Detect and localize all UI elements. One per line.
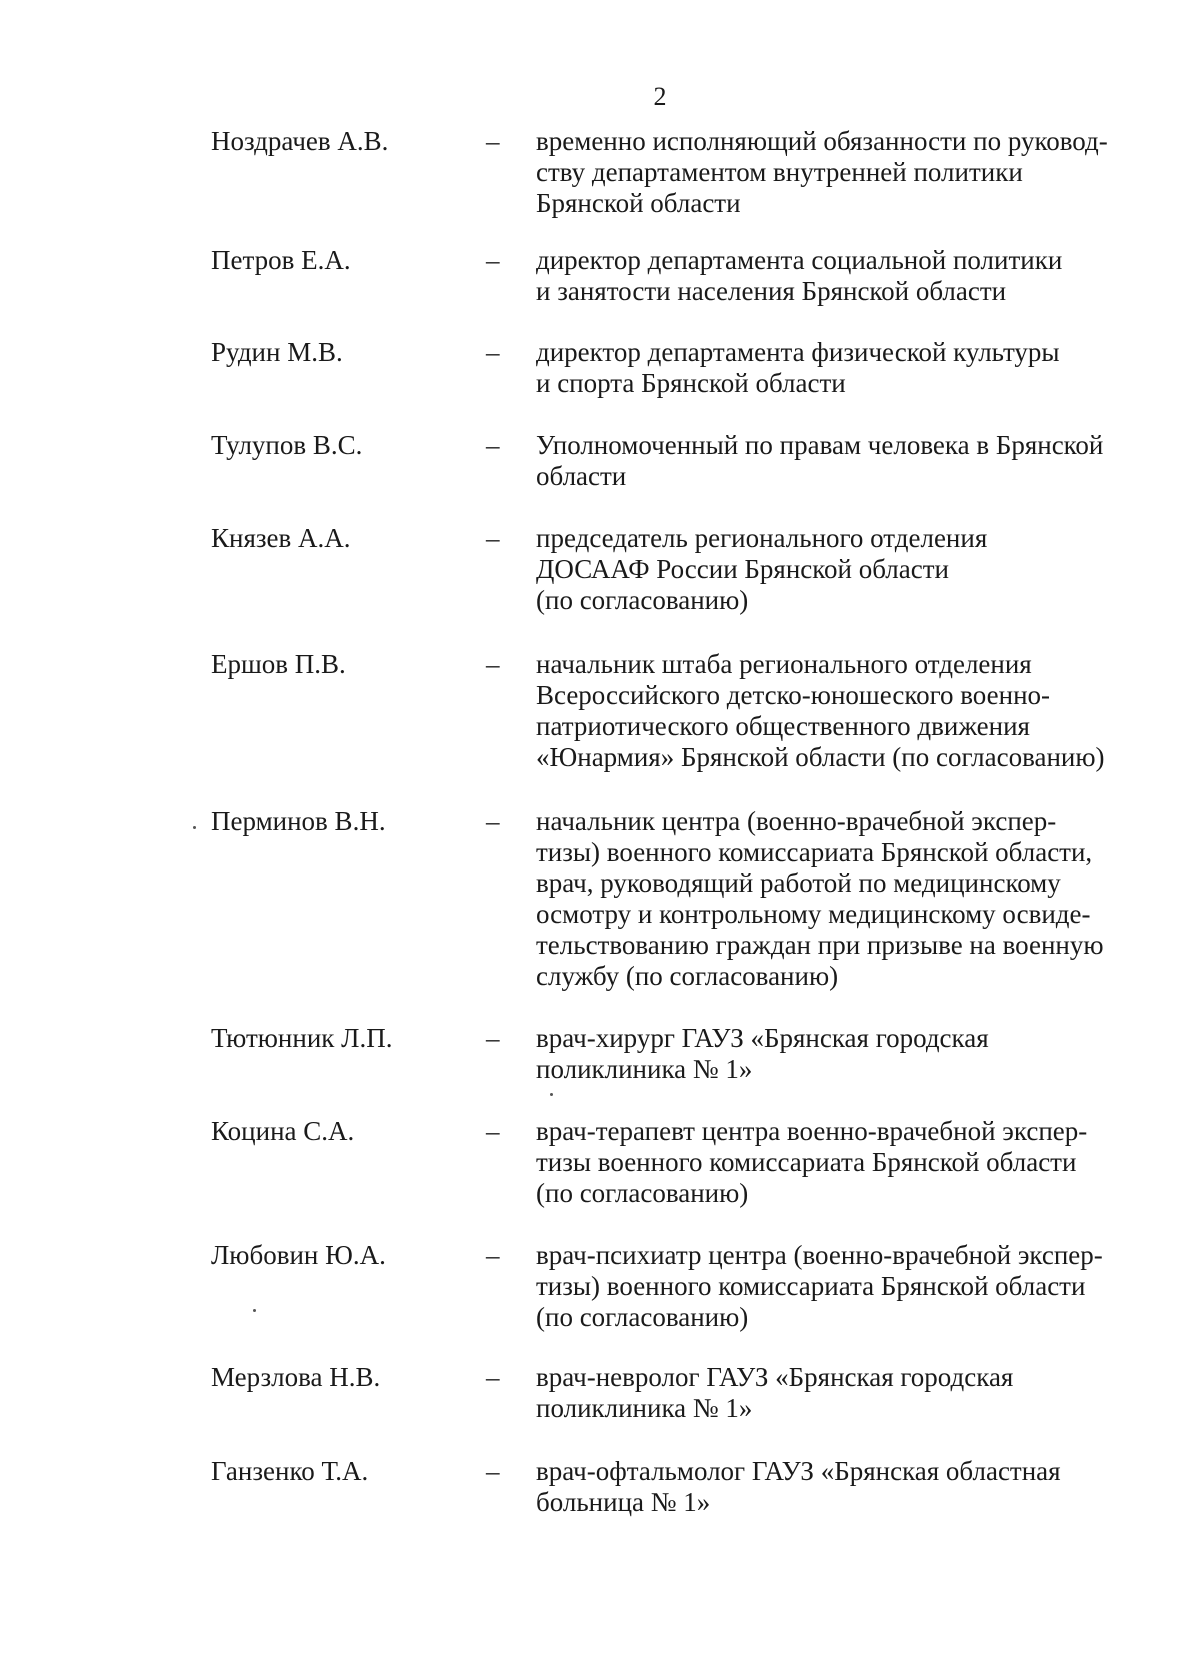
- position-line: и спорта Брянской области: [536, 368, 846, 398]
- position-line: ДОСААФ России Брянской области: [536, 554, 949, 584]
- entry-dash: –: [486, 1116, 500, 1146]
- member-position: [536, 1456, 1116, 1518]
- entry-dash: –: [486, 1456, 500, 1486]
- entry-dash: –: [486, 1240, 500, 1270]
- member-position: [536, 1240, 1116, 1333]
- member-name: Тютюнник Л.П.: [211, 1023, 393, 1053]
- entry-dash: –: [486, 430, 500, 460]
- member-position: [536, 806, 1116, 992]
- member-name: Тулупов В.С.: [211, 430, 363, 460]
- position-line: председатель регионального отделения: [536, 523, 988, 553]
- position-line: врач-офтальмолог ГАУЗ «Брянская областная: [536, 1456, 1061, 1486]
- member-name: Коцина С.А.: [211, 1116, 355, 1146]
- member-position: [536, 1023, 1116, 1085]
- position-line: временно исполняющий обязанности по руковод-: [536, 126, 1108, 156]
- member-position: [536, 1362, 1116, 1424]
- position-line: патриотического общественного движения: [536, 711, 1030, 741]
- member-position: [536, 649, 1116, 773]
- entry-dash: –: [486, 1362, 500, 1392]
- member-position: [536, 523, 1116, 616]
- entry-dash: –: [486, 649, 500, 679]
- position-line: Уполномоченный по правам человека в Брянской: [536, 430, 1104, 460]
- position-line: врач-психиатр центра (военно-врачебной экспер-: [536, 1240, 1103, 1270]
- entry-dash: –: [486, 1023, 500, 1053]
- position-line: службу (по согласованию): [536, 961, 839, 991]
- position-line: (по согласованию): [536, 585, 749, 615]
- entry-dash: –: [486, 337, 500, 367]
- entry-dash: –: [486, 245, 500, 275]
- member-name: Ершов П.В.: [211, 649, 346, 679]
- member-name: Петров Е.А.: [211, 245, 351, 275]
- member-position: [536, 1116, 1116, 1209]
- entry-dash: –: [486, 806, 500, 836]
- position-line: тизы военного комиссариата Брянской области: [536, 1147, 1077, 1177]
- member-name: Ганзенко Т.А.: [211, 1456, 369, 1486]
- position-line: тизы) военного комиссариата Брянской области,: [536, 837, 1093, 867]
- position-line: (по согласованию): [536, 1178, 749, 1208]
- position-line: начальник центра (военно-врачебной экспер-: [536, 806, 1057, 836]
- entry-dash: –: [486, 523, 500, 553]
- position-line: поликлиника № 1»: [536, 1054, 753, 1084]
- position-line: врач, руководящий работой по медицинскому: [536, 868, 1061, 898]
- position-line: тизы) военного комиссариата Брянской области: [536, 1271, 1086, 1301]
- member-position: [536, 430, 1116, 492]
- position-line: «Юнармия» Брянской области (по согласованию): [536, 742, 1105, 772]
- position-line: врач-хирург ГАУЗ «Брянская городская: [536, 1023, 989, 1053]
- position-line: ству департаментом внутренней политики: [536, 157, 1023, 187]
- position-line: Всероссийского детско-юношеского военно-: [536, 680, 1051, 710]
- member-name: Перминов В.Н.: [211, 806, 386, 836]
- scan-speck: [550, 1093, 553, 1096]
- position-line: врач-невролог ГАУЗ «Брянская городская: [536, 1362, 1014, 1392]
- page-number: 2: [653, 82, 667, 111]
- member-position: [536, 126, 1116, 219]
- position-line: осмотру и контрольному медицинскому освиде-: [536, 899, 1091, 929]
- position-line: Брянской области: [536, 188, 741, 218]
- entry-dash: –: [486, 126, 500, 156]
- position-line: и занятости населения Брянской области: [536, 276, 1007, 306]
- member-name: Рудин М.В.: [211, 337, 343, 367]
- position-line: поликлиника № 1»: [536, 1393, 753, 1423]
- scan-speck: [253, 1309, 256, 1312]
- member-name: Князев А.А.: [211, 523, 351, 553]
- member-position: [536, 245, 1116, 307]
- position-line: врач-терапевт центра военно-врачебной экспер-: [536, 1116, 1088, 1146]
- position-line: директор департамента физической культуры: [536, 337, 1060, 367]
- member-position: [536, 337, 1116, 399]
- position-line: начальник штаба регионального отделения: [536, 649, 1032, 679]
- position-line: области: [536, 461, 627, 491]
- member-name: Мерзлова Н.В.: [211, 1362, 381, 1392]
- scan-speck: [193, 826, 196, 829]
- position-line: директор департамента социальной политики: [536, 245, 1063, 275]
- position-line: (по согласованию): [536, 1302, 749, 1332]
- position-line: больница № 1»: [536, 1487, 711, 1517]
- member-name: Ноздрачев А.В.: [211, 126, 389, 156]
- position-line: тельствованию граждан при призыве на военную: [536, 930, 1104, 960]
- member-name: Любовин Ю.А.: [211, 1240, 386, 1270]
